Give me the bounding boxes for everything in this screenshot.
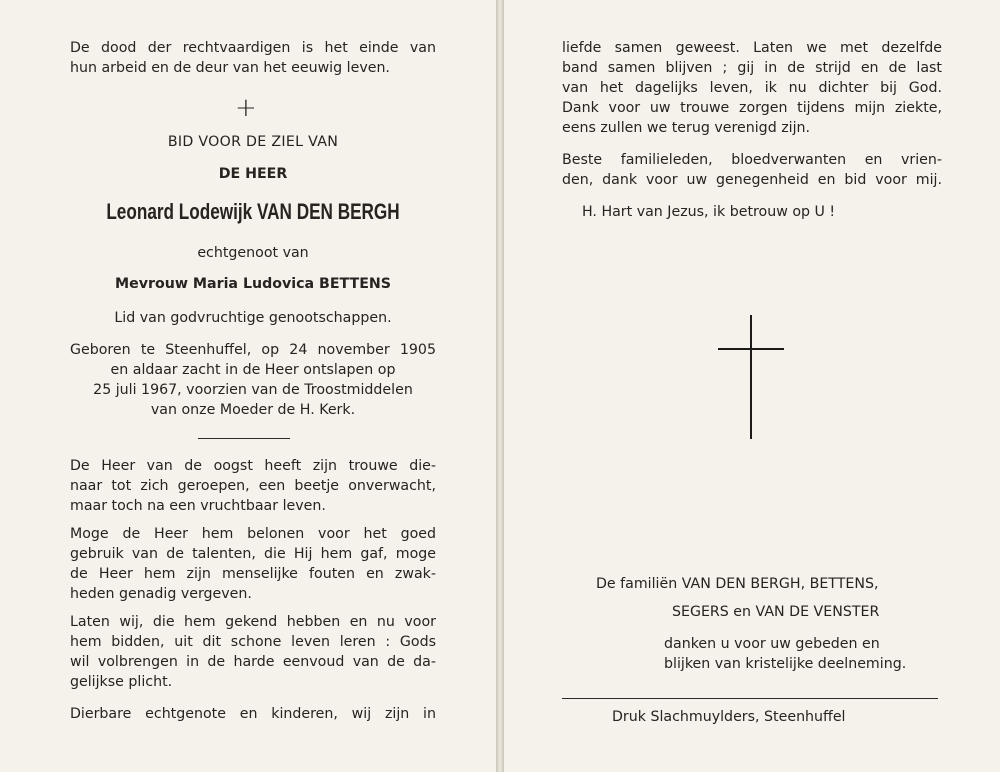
intro-line-1: De dood der rechtvaardigen is het einde van (70, 40, 436, 56)
membership-line: Lid van godvruchtige genootschappen. (114, 310, 392, 326)
prayer-line: H. Hart van Jezus, ik betrouw op U ! (582, 204, 836, 220)
right-para2-line-1: Beste familieleden, bloedverwanten en vrien- (562, 152, 942, 168)
birth-death-line-3: 25 juli 1967, voorzien van de Troostmiddelen (93, 382, 413, 398)
para1-line-1: De Heer van de oogst heeft zijn trouwe die- (70, 458, 436, 474)
families-line-2: SEGERS en VAN DE VENSTER (672, 604, 880, 620)
printer-credit: Druk Slachmuylders, Steenhuffel (612, 709, 846, 725)
birth-death-line-4: van onze Moeder de H. Kerk. (150, 402, 356, 418)
para3-line-1: Laten wij, die hem gekend hebben en nu voor (70, 614, 436, 630)
cross-icon (750, 315, 752, 439)
card-fold (496, 0, 504, 772)
left-divider (198, 438, 290, 439)
title-de-heer: DE HEER (218, 166, 288, 182)
para1-line-2: naar tot zich geroepen, een beetje onverwacht, (70, 478, 436, 494)
para3-line-2: hem bidden, uit dit schone leven leren : Gods (70, 634, 436, 650)
thanks-line-1: danken u voor uw gebeden en (664, 636, 880, 652)
para2-line-2: gebruik van de talenten, die Hij hem gaf, moge (70, 546, 436, 562)
para3-line-4: gelijkse plicht. (70, 674, 173, 690)
right-para1-line-3: van het dagelijks leven, ik nu dichter bij God. (562, 80, 942, 96)
right-para1-line-1: liefde samen geweest. Laten we met dezelfde (562, 40, 942, 56)
deceased-name: Leonard Lodewijk VAN DEN BERGH (106, 199, 400, 224)
spouse-name: Mevrouw Maria Ludovica BETTENS (115, 276, 391, 292)
thanks-line-2: blijken van kristelijke deelneming. (664, 656, 907, 672)
para4-line-1: Dierbare echtgenote en kinderen, wij zijn in (70, 706, 436, 722)
para1-line-3: maar toch na een vruchtbaar leven. (70, 498, 326, 514)
right-para1-line-2: band samen blijven ; gij in de strijd en de last (562, 60, 942, 76)
small-cross-icon: + (235, 93, 257, 123)
cross-icon-bar (718, 348, 784, 350)
families-line-1: De familiën VAN DEN BERGH, BETTENS, (596, 576, 879, 592)
birth-death-line-1: Geboren te Steenhuffel, op 24 november 1905 (70, 342, 436, 358)
para2-line-4: heden genadig vergeven. (70, 586, 252, 602)
right-para1-line-5: eens zullen we terug verenigd zijn. (562, 120, 811, 136)
para3-line-3: wil volbrengen in de harde eenvoud van de da- (70, 654, 436, 670)
pray-for-heading: BID VOOR DE ZIEL VAN (167, 134, 339, 150)
para2-line-3: de Heer hem zijn menselijke fouten en zwak- (70, 566, 436, 582)
birth-death-line-2: en aldaar zacht in de Heer ontslapen op (110, 362, 396, 378)
right-para1-line-4: Dank voor uw trouwe zorgen tijdens mijn ziekte, (562, 100, 942, 116)
para2-line-1: Moge de Heer hem belonen voor het goed (70, 526, 436, 542)
intro-line-2: hun arbeid en de deur van het eeuwig leven. (70, 60, 390, 76)
spouse-intro: echtgenoot van (197, 245, 309, 261)
right-para2-line-2: den, dank voor uw genegenheid en bid voor mij. (562, 172, 942, 188)
right-divider (562, 698, 938, 699)
